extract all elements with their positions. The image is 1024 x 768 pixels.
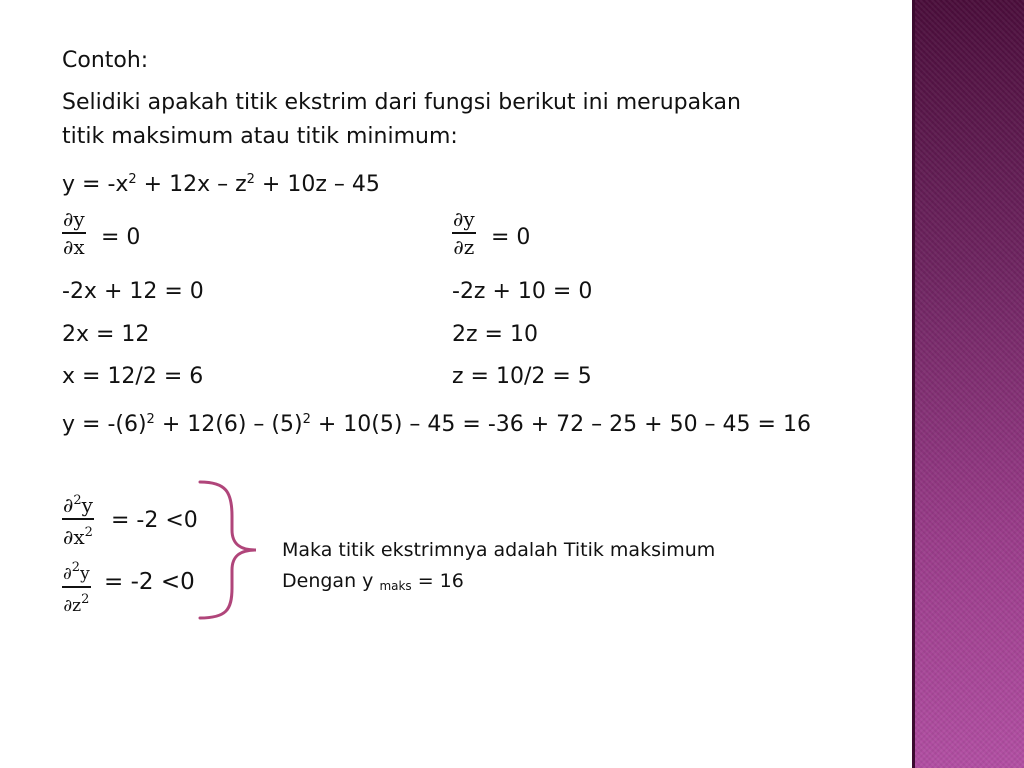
function-equation: $y = -x^2 + 12x - z^2 + 10z - 45$ <box>62 172 380 197</box>
problem-line-1: Selidiki apakah titik ekstrim dari fungsi berikut ini merupakan <box>62 90 741 115</box>
right-step-3: z = 10/2 = 5 <box>452 364 592 389</box>
d2y-dz2-equals: = -2 <0 <box>104 569 195 595</box>
conclusion-line-2: Dengan y $_{maks}$ = 16 <box>282 570 464 593</box>
right-step-1: -2z + 10 = 0 <box>452 279 593 304</box>
dy-dx-fraction: ∂y ∂x <box>63 207 85 259</box>
y-value-equation: $y = -(6)^2 + 12(6) - (5)^2 + 10(5) - 45 = -36 + 72 - 25 + 50 - 45 = 16$ <box>62 412 811 437</box>
d2y-dx2-equals: = -2 <0 <box>111 508 198 533</box>
right-step-2: 2z = 10 <box>452 322 538 347</box>
left-step-2: 2x = 12 <box>62 322 150 347</box>
d2y-dz2-fraction: ∂$^2$y $\partial z^2$ <box>63 560 90 616</box>
sidebar-edge <box>912 0 915 768</box>
dy-dz-fraction: ∂y ∂z <box>453 207 475 259</box>
problem-line-2: titik maksimum atau titik minimum: <box>62 124 458 149</box>
curly-brace <box>196 478 266 624</box>
left-step-1: -2x + 12 = 0 <box>62 279 204 304</box>
d2y-dx2-fraction: ∂$^2$y $\partial x^2$ <box>63 493 93 549</box>
heading: Contoh: <box>62 48 149 73</box>
conclusion-line-1: Maka titik ekstrimnya adalah Titik maksimum <box>282 539 716 561</box>
left-step-3: x = 12/2 = 6 <box>62 364 204 389</box>
dy-dx-equals: = 0 <box>101 225 141 250</box>
decorative-sidebar <box>912 0 1024 768</box>
dy-dz-equals: = 0 <box>491 225 531 250</box>
